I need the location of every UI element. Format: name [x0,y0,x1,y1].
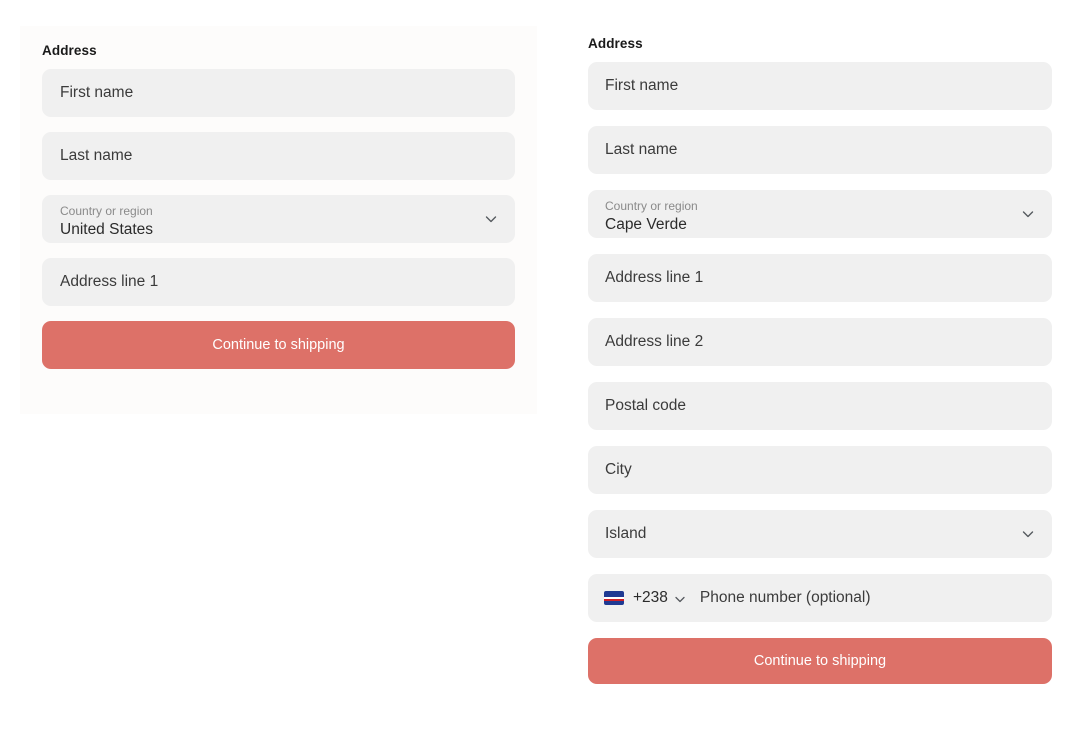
island-select[interactable] [588,510,1052,558]
chevron-down-icon[interactable] [1021,207,1035,221]
chevron-down-icon[interactable] [674,592,686,604]
address-line-2-field[interactable] [588,318,1052,366]
page-title-left: Address [42,43,97,58]
country-or-region-label: Country or region [605,198,698,213]
phone-number-placeholder: Phone number (optional) [699,589,871,606]
first-name-field[interactable] [588,62,1052,110]
last-name-placeholder: Last name [605,141,678,159]
postal-code-placeholder: Postal code [605,397,686,415]
chevron-down-icon[interactable] [1021,527,1035,541]
address-form-panel-left [20,26,537,414]
last-name-field[interactable] [588,126,1052,174]
postal-code-field[interactable] [588,382,1052,430]
continue-to-shipping-button-left[interactable]: Continue to shipping [42,321,515,369]
country-or-region-label: Country or region [60,203,153,218]
country-or-region-select[interactable] [588,190,1052,238]
address-line-1-placeholder: Address line 1 [60,273,159,291]
phone-dial-code: +238 [633,589,668,606]
address-form-panel-right [570,0,1070,725]
last-name-placeholder: Last name [60,147,133,165]
address-line-1-field[interactable] [42,258,515,306]
chevron-down-icon[interactable] [484,212,498,226]
first-name-placeholder: First name [605,77,679,95]
cape-verde-flag-icon [604,591,624,605]
country-or-region-select[interactable] [42,195,515,243]
island-placeholder: Island [605,525,647,543]
city-placeholder: City [605,461,632,479]
address-line-1-field[interactable] [588,254,1052,302]
address-fields-left [20,69,537,369]
first-name-field[interactable] [42,69,515,117]
address-fields-right [570,62,1070,684]
continue-to-shipping-button-right[interactable]: Continue to shipping [588,638,1052,684]
country-or-region-value: Cape Verde [605,215,687,233]
address-line-1-placeholder: Address line 1 [605,269,704,287]
last-name-field[interactable] [42,132,515,180]
address-line-2-placeholder: Address line 2 [605,333,704,351]
city-field[interactable] [588,446,1052,494]
phone-number-field[interactable] [588,574,1052,622]
country-or-region-value: United States [60,220,154,238]
page-title-right: Address [588,36,643,51]
first-name-placeholder: First name [60,84,134,102]
